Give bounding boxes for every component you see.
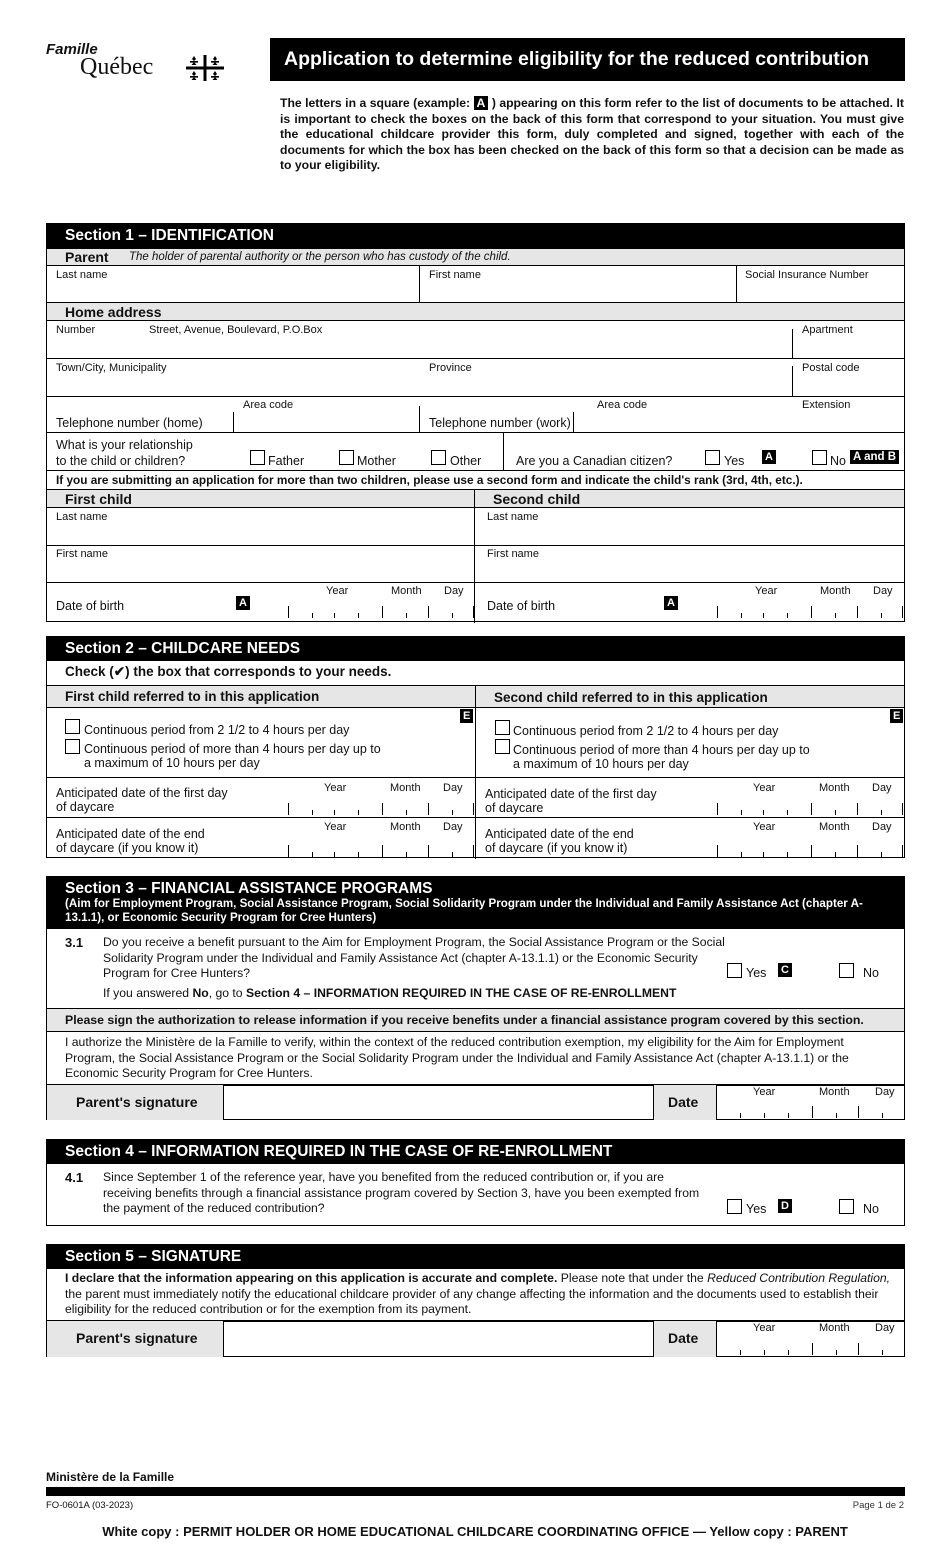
tel-work-field[interactable] <box>574 404 794 432</box>
relationship-label-1: What is your relationship <box>56 438 193 452</box>
postal-code-label: Postal code <box>802 362 860 374</box>
child2-last-name-label: Last name <box>487 511 539 523</box>
q41-badge-d: D <box>778 1199 792 1213</box>
child2-last-name-field[interactable] <box>475 508 906 545</box>
year-caption: Year <box>753 1086 776 1098</box>
number-label: Number <box>56 324 96 336</box>
section4-title: Section 4 – INFORMATION REQUIRED IN THE CASE OF RE-ENROLLMENT <box>65 1143 613 1160</box>
day-caption: Day <box>443 821 463 833</box>
sin-label: Social Insurance Number <box>745 269 869 281</box>
mother-checkbox[interactable] <box>339 450 354 465</box>
child1-first-day-label-2: of daycare <box>56 800 115 814</box>
authorization-text: I authorize the Ministère de la Famille to verify, within the context of the reduced contribution exemption, my eligibility for the Aim for Employment Program, the Social Assistance Program or the Social Solidarity Program under the Individual and Family Assistance Act (chapter A-13.1.1) or the Economic Security Program for Cree Hunters. <box>65 1035 849 1080</box>
section1-title: Section 1 – IDENTIFICATION <box>65 227 274 244</box>
citizen-no-label: No <box>830 454 846 468</box>
parent-label: Parent <box>65 249 109 265</box>
day-caption: Day <box>872 782 892 794</box>
q41-yes-label: Yes <box>746 1202 767 1216</box>
month-caption: Month <box>819 1322 850 1334</box>
citizen-yes-label: Yes <box>724 454 745 468</box>
parent-first-name-label: First name <box>429 269 481 281</box>
signature-date[interactable] <box>740 1086 906 1118</box>
form-title-bar <box>270 38 905 81</box>
town-label: Town/City, Municipality <box>56 362 167 374</box>
badge-a: A <box>762 450 776 464</box>
parent-last-name-field[interactable] <box>47 266 419 302</box>
q31-if-no: If you answered No, go to Section 4 – INFORMATION REQUIRED IN THE CASE OF RE-ENROLLMENT <box>103 986 677 1000</box>
child2-opt1-label: Continuous period from 2 1/2 to 4 hours per day <box>513 724 779 738</box>
child2-dob-badge-a: A <box>664 596 678 610</box>
child1-opt2-label-2: a maximum of 10 hours per day <box>84 756 260 770</box>
q41-number: 4.1 <box>65 1170 84 1185</box>
month-caption: Month <box>390 821 421 833</box>
child1-last-name-field[interactable] <box>47 508 474 545</box>
signature-label-cell <box>47 1085 224 1120</box>
sin-field[interactable] <box>737 266 906 302</box>
signature-date[interactable] <box>740 1322 906 1355</box>
first-child-ref-label: First child referred to in this application <box>65 689 320 704</box>
child2-first-name-label: First name <box>487 548 539 560</box>
second-child-label: Second child <box>493 491 581 507</box>
child1-first-day-label-1: Anticipated date of the first day <box>56 786 228 800</box>
month-caption: Month <box>819 821 850 833</box>
child1-last-name-label: Last name <box>56 511 108 523</box>
child1-end-label-1: Anticipated date of the end <box>56 827 205 841</box>
q31-no-label: No <box>863 966 879 980</box>
year-caption: Year <box>753 821 776 833</box>
child2-opt2-label-1: Continuous period of more than 4 hours per day up to <box>513 743 810 757</box>
child1-first-name-field[interactable] <box>47 545 474 582</box>
signature-label: Parent's signature <box>76 1330 198 1346</box>
province-field[interactable] <box>420 359 792 396</box>
q31-text: Do you receive a benefit pursuant to the Aim for Employment Program, the Social Assistance Program or the Social Solidarity Program under the Individual and Family Assistance Act (chapter A-13.1.1) or the Economic Security Program for Cree Hunters? <box>103 935 725 980</box>
section3-financial-assistance <box>46 876 905 1120</box>
year-caption: Year <box>324 782 347 794</box>
sign-authorization-note: Please sign the authorization to release information if you receive benefits under a financial assistance program covered by this section. <box>65 1013 864 1027</box>
q41-yes-checkbox[interactable] <box>727 1199 742 1214</box>
citizen-yes-checkbox[interactable] <box>705 450 720 465</box>
q31-yes-checkbox[interactable] <box>727 963 742 978</box>
day-caption: Day <box>872 821 892 833</box>
declaration-text: I declare that the information appearing on this application is accurate and complete. Please note that under the Reduced Contribution Regulation, the parent must immediately notify the educational childcare provider of any change affecting the information and the documents used to establish their eligibility for the reduced contribution or for the exemption from its payment. <box>65 1271 891 1316</box>
tel-home-label: Telephone number (home) <box>56 416 203 430</box>
section3-title: Section 3 – FINANCIAL ASSISTANCE PROGRAMS <box>65 880 433 897</box>
month-caption: Month <box>819 1086 850 1098</box>
date-label: Date <box>668 1330 699 1346</box>
child2-dob-label: Date of birth <box>487 599 556 613</box>
child2-opt1-checkbox[interactable] <box>495 720 510 735</box>
child2-badge-e: E <box>890 709 903 723</box>
area-code-home-label: Area code <box>243 399 294 411</box>
home-address-label: Home address <box>65 304 162 320</box>
child1-dob-label: Date of birth <box>56 599 125 613</box>
child2-first-name-field[interactable] <box>475 545 906 582</box>
child2-first-day-label-1: Anticipated date of the first day <box>485 787 657 801</box>
date-label-cell <box>653 1321 717 1357</box>
child2-opt2-label-2: a maximum of 10 hours per day <box>513 757 689 771</box>
intro-text: The letters in a square (example: A ) appearing on this form refer to the list of documents to be attached. It is important to check the boxes on the back of this form that correspond to your situation. You must give the educational childcare provider this form, duly completed and signed, together with each of the documents for which the box has been checked on the back of this form so that a decision can be made as to your eligibility. <box>280 96 904 172</box>
badge-a-example: A <box>474 96 489 110</box>
badge-a-and-b: A and B <box>850 450 899 464</box>
child2-opt2-checkbox[interactable] <box>495 739 510 754</box>
ministry-label: Ministère de la Famille <box>46 1470 175 1484</box>
apartment-label: Apartment <box>802 324 853 336</box>
footer-rule <box>46 1487 905 1496</box>
street-label: Street, Avenue, Boulevard, P.O.Box <box>149 324 323 336</box>
fleur-de-lis-flag-icon <box>186 55 224 81</box>
child1-first-day-date[interactable] <box>288 782 474 815</box>
month-caption: Month <box>391 585 422 597</box>
more-children-note: If you are submitting an application for more than two children, please use a second form and indicate the child's rank (3rd, 4th, etc.). <box>56 473 803 487</box>
form-code: FO-0601A (03-2023) <box>46 1500 134 1511</box>
q31-badge-c: C <box>778 963 792 977</box>
child1-dob-badge-a: A <box>236 596 250 610</box>
child2-first-day-label-2: of daycare <box>485 801 544 815</box>
other-label: Other <box>450 454 482 468</box>
check-note: Check (✔) the box that corresponds to your needs. <box>65 664 392 679</box>
logo-famille: Famille <box>46 41 98 58</box>
q31-no-checkbox[interactable] <box>839 963 854 978</box>
signature-field[interactable] <box>225 1085 653 1120</box>
father-checkbox[interactable] <box>250 450 265 465</box>
mother-label: Mother <box>357 454 396 468</box>
section1-identification <box>46 223 905 622</box>
section2-title: Section 2 – CHILDCARE NEEDS <box>65 640 301 657</box>
signature-field[interactable] <box>225 1321 653 1357</box>
date-label: Date <box>668 1094 699 1110</box>
q41-text: Since September 1 of the reference year, have you benefited from the reduced contribution or, if you are receiving benefits through a financial assistance program covered by Section 3, have you been exempted from the payment of the reduced contribution? <box>103 1170 700 1215</box>
apartment-field[interactable] <box>793 321 906 358</box>
extension-label: Extension <box>802 399 851 411</box>
year-caption: Year <box>755 585 778 597</box>
father-label: Father <box>268 454 305 468</box>
province-label: Province <box>429 362 472 374</box>
section5-signature <box>46 1244 905 1357</box>
day-caption: Day <box>444 585 464 597</box>
tel-home-field[interactable] <box>234 404 419 432</box>
tel-work-label: Telephone number (work) <box>429 416 571 430</box>
year-caption: Year <box>753 782 776 794</box>
child2-end-label-2: of daycare (if you know it) <box>485 841 628 855</box>
child1-opt1-checkbox[interactable] <box>65 719 80 734</box>
section3-subtitle: (Aim for Employment Program, Social Assistance Program, Social Solidarity Program under the Individual and Family Assistance Act (chapter A-13.1.1), or Economic Security Program for Cree Hunters) <box>65 897 863 924</box>
date-label-cell <box>653 1085 717 1120</box>
child1-opt1-label: Continuous period from 2 1/2 to 4 hours per day <box>84 723 350 737</box>
first-child-label: First child <box>65 491 132 507</box>
year-caption: Year <box>324 821 347 833</box>
relationship-label-2: to the child or children? <box>56 454 186 468</box>
month-caption: Month <box>819 782 850 794</box>
citizen-no-checkbox[interactable] <box>812 450 827 465</box>
copies-note: White copy : PERMIT HOLDER OR HOME EDUCATIONAL CHILDCARE COORDINATING OFFICE — Yellow copy : PARENT <box>102 1524 848 1539</box>
town-field[interactable] <box>47 359 419 396</box>
child1-badge-e: E <box>460 709 473 723</box>
logo <box>46 40 236 88</box>
child1-end-label-2: of daycare (if you know it) <box>56 841 199 855</box>
second-child-ref-label: Second child referred to in this application <box>494 690 768 705</box>
signature-label-cell <box>47 1321 224 1357</box>
child1-end-date[interactable] <box>288 821 474 857</box>
section2-childcare-needs <box>46 636 905 858</box>
day-caption: Day <box>873 585 893 597</box>
month-caption: Month <box>390 782 421 794</box>
child2-dob-date[interactable] <box>717 585 903 618</box>
section5-title: Section 5 – SIGNATURE <box>65 1248 242 1265</box>
other-checkbox[interactable] <box>431 450 446 465</box>
child2-end-label-1: Anticipated date of the end <box>485 827 634 841</box>
street-field[interactable] <box>47 321 792 358</box>
child2-first-day-date[interactable] <box>717 782 903 815</box>
parent-note: The holder of parental authority or the person who has custody of the child. <box>129 251 511 263</box>
child1-opt2-label-1: Continuous period of more than 4 hours per day up to <box>84 742 381 756</box>
month-caption: Month <box>820 585 851 597</box>
parent-first-name-field[interactable] <box>420 266 736 302</box>
extension-field[interactable] <box>794 404 906 432</box>
child1-first-name-label: First name <box>56 548 108 560</box>
child1-dob-date[interactable] <box>288 585 474 618</box>
page-number: Page 1 de 2 <box>852 1500 904 1511</box>
parent-last-name-label: Last name <box>56 269 108 281</box>
logo-quebec: Québec <box>80 54 154 80</box>
postal-code-field[interactable] <box>793 359 906 396</box>
area-code-work-label: Area code <box>597 399 648 411</box>
day-caption: Day <box>875 1322 895 1334</box>
q41-no-checkbox[interactable] <box>839 1199 854 1214</box>
day-caption: Day <box>443 782 463 794</box>
form-title: Application to determine eligibility for the reduced contribution <box>284 48 870 70</box>
child2-end-date[interactable] <box>717 821 903 857</box>
child1-opt2-checkbox[interactable] <box>65 739 80 754</box>
q41-no-label: No <box>863 1202 879 1216</box>
year-caption: Year <box>753 1322 776 1334</box>
q31-yes-label: Yes <box>746 966 767 980</box>
signature-label: Parent's signature <box>76 1094 198 1110</box>
q31-number: 3.1 <box>65 935 84 950</box>
year-caption: Year <box>326 585 349 597</box>
section4-reenrollment <box>46 1139 905 1226</box>
citizen-label: Are you a Canadian citizen? <box>516 454 673 468</box>
day-caption: Day <box>875 1086 895 1098</box>
